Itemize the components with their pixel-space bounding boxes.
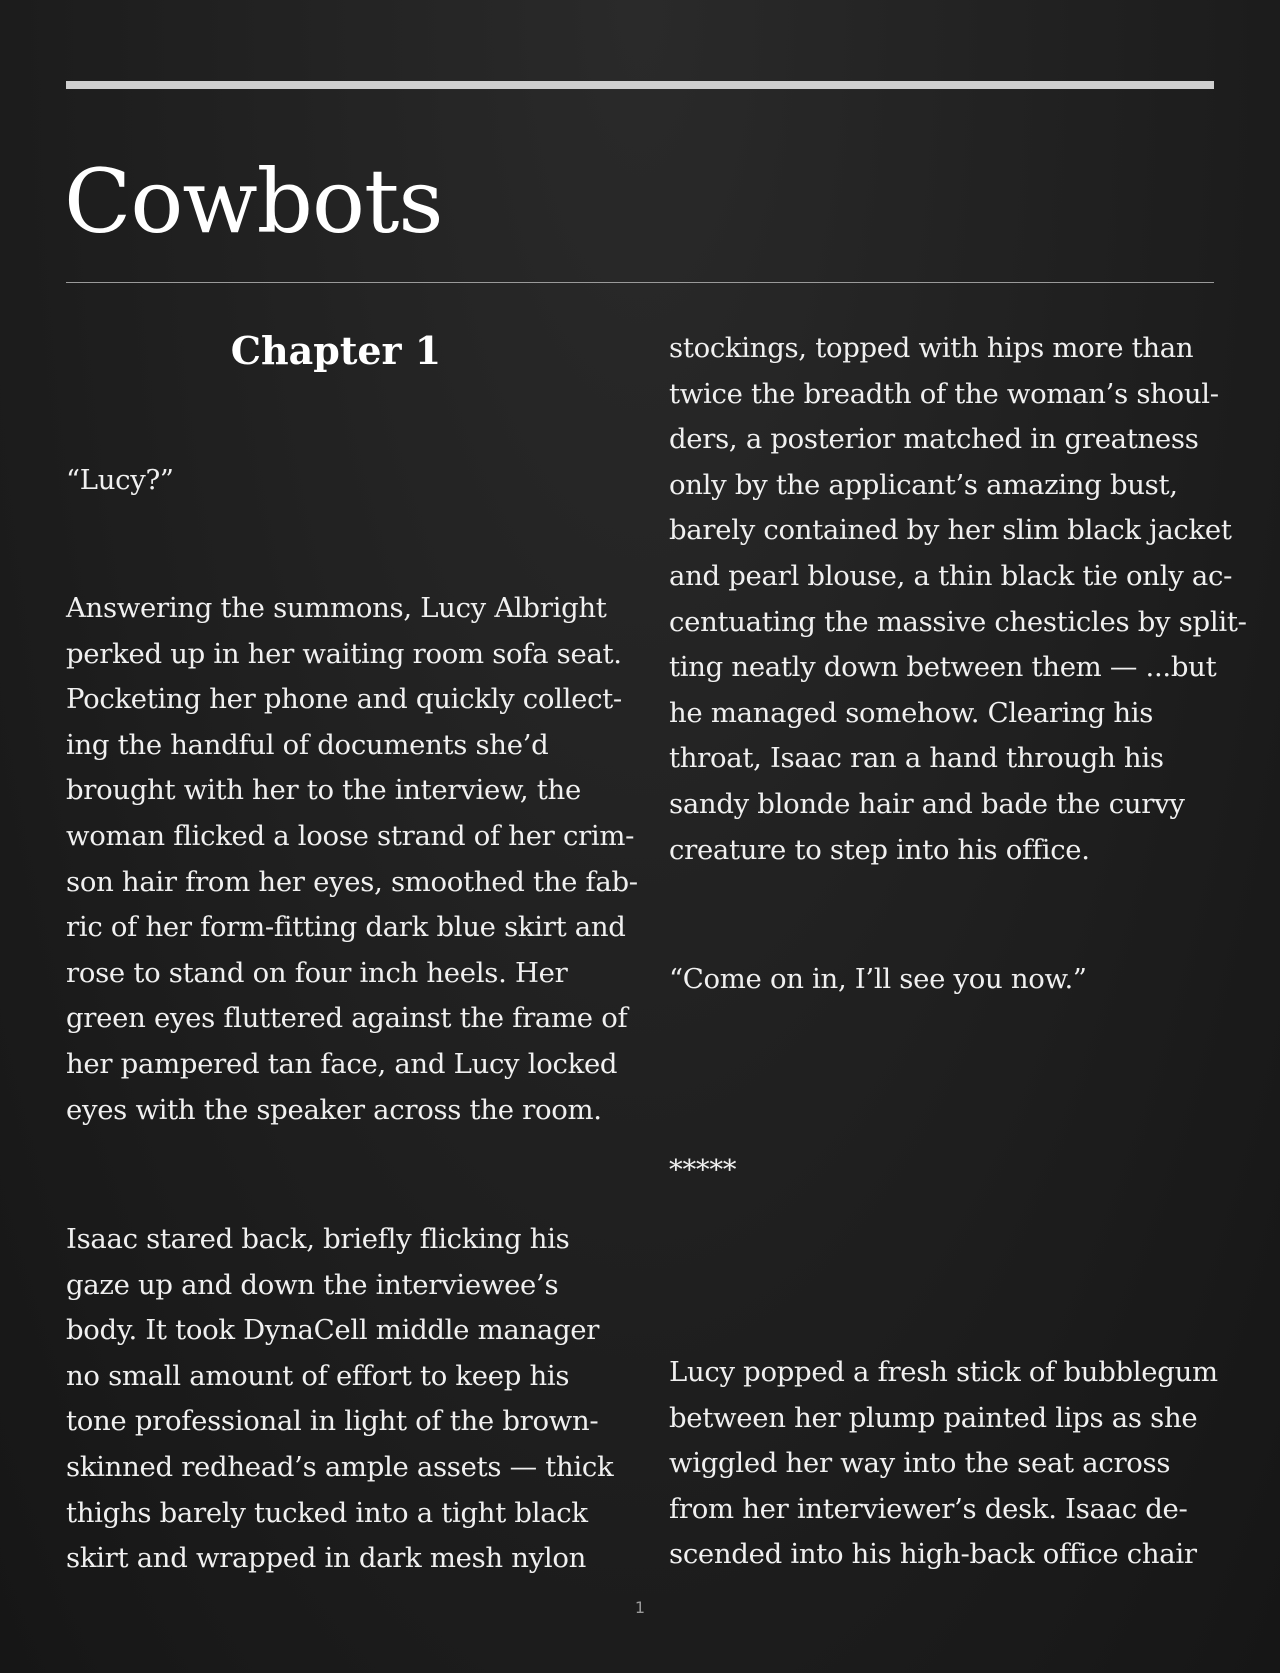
title-divider (66, 282, 1214, 283)
chapter-heading: Chapter 1 (230, 328, 442, 373)
paragraph-isaac-stared: Isaac stared back, briefly flicking his gaze up and down the interviewee’s body. It took DynaCell middle manager no small amount of effort to keep his tone professional in light of the brown- skinned redhead’s ample assets — thick thighs barely tucked into a tight black skirt and wrapped in dark mesh nylon (66, 1223, 614, 1575)
paragraph-come-in: “Come on in, I’ll see you now.” (669, 963, 1087, 995)
top-rule (66, 81, 1214, 89)
page-number: 1 (634, 1598, 646, 1617)
page-title: Cowbots (64, 150, 443, 253)
paragraph-answering: Answering the summons, Lucy Albright perked up in her waiting room sofa seat. Pocketing her phone and quickly collect- ing the handful of documents she’d brought with her to the interview, the woman flicked a loose strand of her crim- son hair from her eyes, smoothed the fab- ric of her form-fitting dark blue skirt and rose to stand on four inch heels. Her green eyes fluttered against the frame of her pampered tan face, and Lucy locked eyes with the speaker across the room. (66, 592, 638, 1126)
paragraph-stockings: stockings, topped with hips more than twice the breadth of the woman’s shoul- ders, a posterior matched in greatness only by the applicant’s amazing bust, barely contained by her slim black jacket and pearl blouse, a thin black tie only ac- centuating the massive chesticles by split- ting neatly down between them — ...but he managed somehow. Clearing his throat, Isaac ran a hand through his sandy blonde hair and bade the curvy creature to step into his office. (669, 332, 1247, 866)
scene-break: ***** (669, 1154, 737, 1186)
paragraph-lucy-call: “Lucy?” (66, 464, 174, 496)
paragraph-lucy-popped: Lucy popped a fresh stick of bubblegum between her plump painted lips as she wiggled her way into the seat across from her interviewer’s desk. Isaac de- scended into his high-back office chair (669, 1356, 1218, 1571)
